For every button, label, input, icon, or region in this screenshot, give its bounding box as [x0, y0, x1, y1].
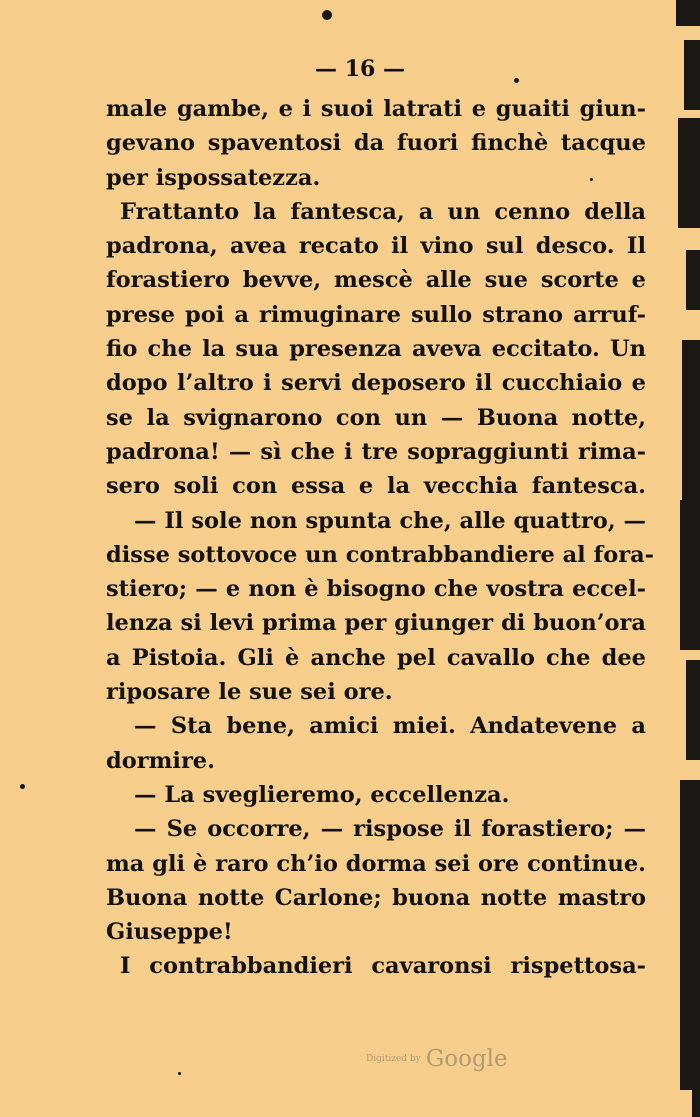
- text-line: dopo l’altro i servi deposero il cucchiaio e: [106, 370, 646, 397]
- scan-speck: [178, 1072, 181, 1075]
- watermark-google-logo: Google: [425, 1046, 508, 1072]
- text-line: — La sveglieremo, eccellenza.: [134, 781, 510, 808]
- text-line: — Se occorre, — rispose il forastiero; —: [134, 816, 646, 843]
- text-line: fio che la sua presenza aveva eccitato. Un: [106, 336, 646, 363]
- digitized-watermark: [366, 1046, 508, 1072]
- text-line: per ispossatezza.: [106, 164, 321, 191]
- watermark-small-text: Digitized by: [366, 1054, 421, 1064]
- scan-edge-top: [676, 0, 700, 26]
- text-line: male gambe, e i suoi latrati e guaiti giun-: [106, 96, 646, 122]
- text-line: gevano spaventosi da fuori finchè tacque: [106, 130, 646, 157]
- text-line: Frattanto la fantesca, a un cenno della: [120, 198, 646, 225]
- text-line: padrona! — sì che i tre sopraggiunti rima-: [106, 438, 646, 465]
- scan-speck: [20, 784, 25, 789]
- scan-speck: [590, 178, 593, 181]
- text-line: Buona notte Carlone; buona notte mastro: [106, 884, 646, 911]
- text-line: padrona, avea recato il vino sul desco. Il: [106, 233, 646, 260]
- scan-edge-1: [684, 40, 700, 110]
- text-line: — Il sole non spunta che, alle quattro, —: [134, 507, 646, 534]
- text-line: Giuseppe!: [106, 919, 233, 946]
- scan-edge-2: [678, 118, 700, 228]
- scan-edge-6: [686, 660, 700, 760]
- text-line: I contrabbandieri cavaronsi rispettosa-: [120, 953, 646, 980]
- scan-edge-3: [686, 250, 700, 310]
- text-line: lenza si levi prima per giunger di buon’ora: [106, 610, 646, 637]
- scan-speck: [514, 78, 519, 83]
- text-line: — Sta bene, amici miei. Andatevene a: [134, 713, 646, 740]
- text-line: stiero; — e non è bisogno che vostra eccel-: [106, 576, 646, 603]
- text-line: ma gli è raro ch’io dorma sei ore continue.: [106, 850, 646, 877]
- text-line: sero soli con essa e la vecchia fantesca.: [106, 473, 646, 500]
- text-line: a Pistoia. Gli è anche pel cavallo che dee: [106, 644, 646, 671]
- text-line: prese poi a rimuginare sullo strano arruf-: [106, 301, 646, 328]
- scan-edge-5: [680, 500, 700, 650]
- scan-speck: [322, 10, 332, 20]
- body-text: [106, 92, 655, 984]
- text-line: dormire.: [106, 747, 215, 774]
- scan-edge-7: [680, 780, 700, 1090]
- text-line: forastiero bevve, mescè alle sue scorte e: [106, 267, 646, 294]
- text-line: se la svignarono con un — Buona notte,: [106, 404, 646, 431]
- text-line: disse sottovoce un contrabbandiere al fora-: [106, 541, 655, 568]
- scan-edge-8: [692, 1090, 700, 1117]
- page-number: — 16 —: [315, 56, 405, 82]
- text-line: riposare le sue sei ore.: [106, 679, 393, 706]
